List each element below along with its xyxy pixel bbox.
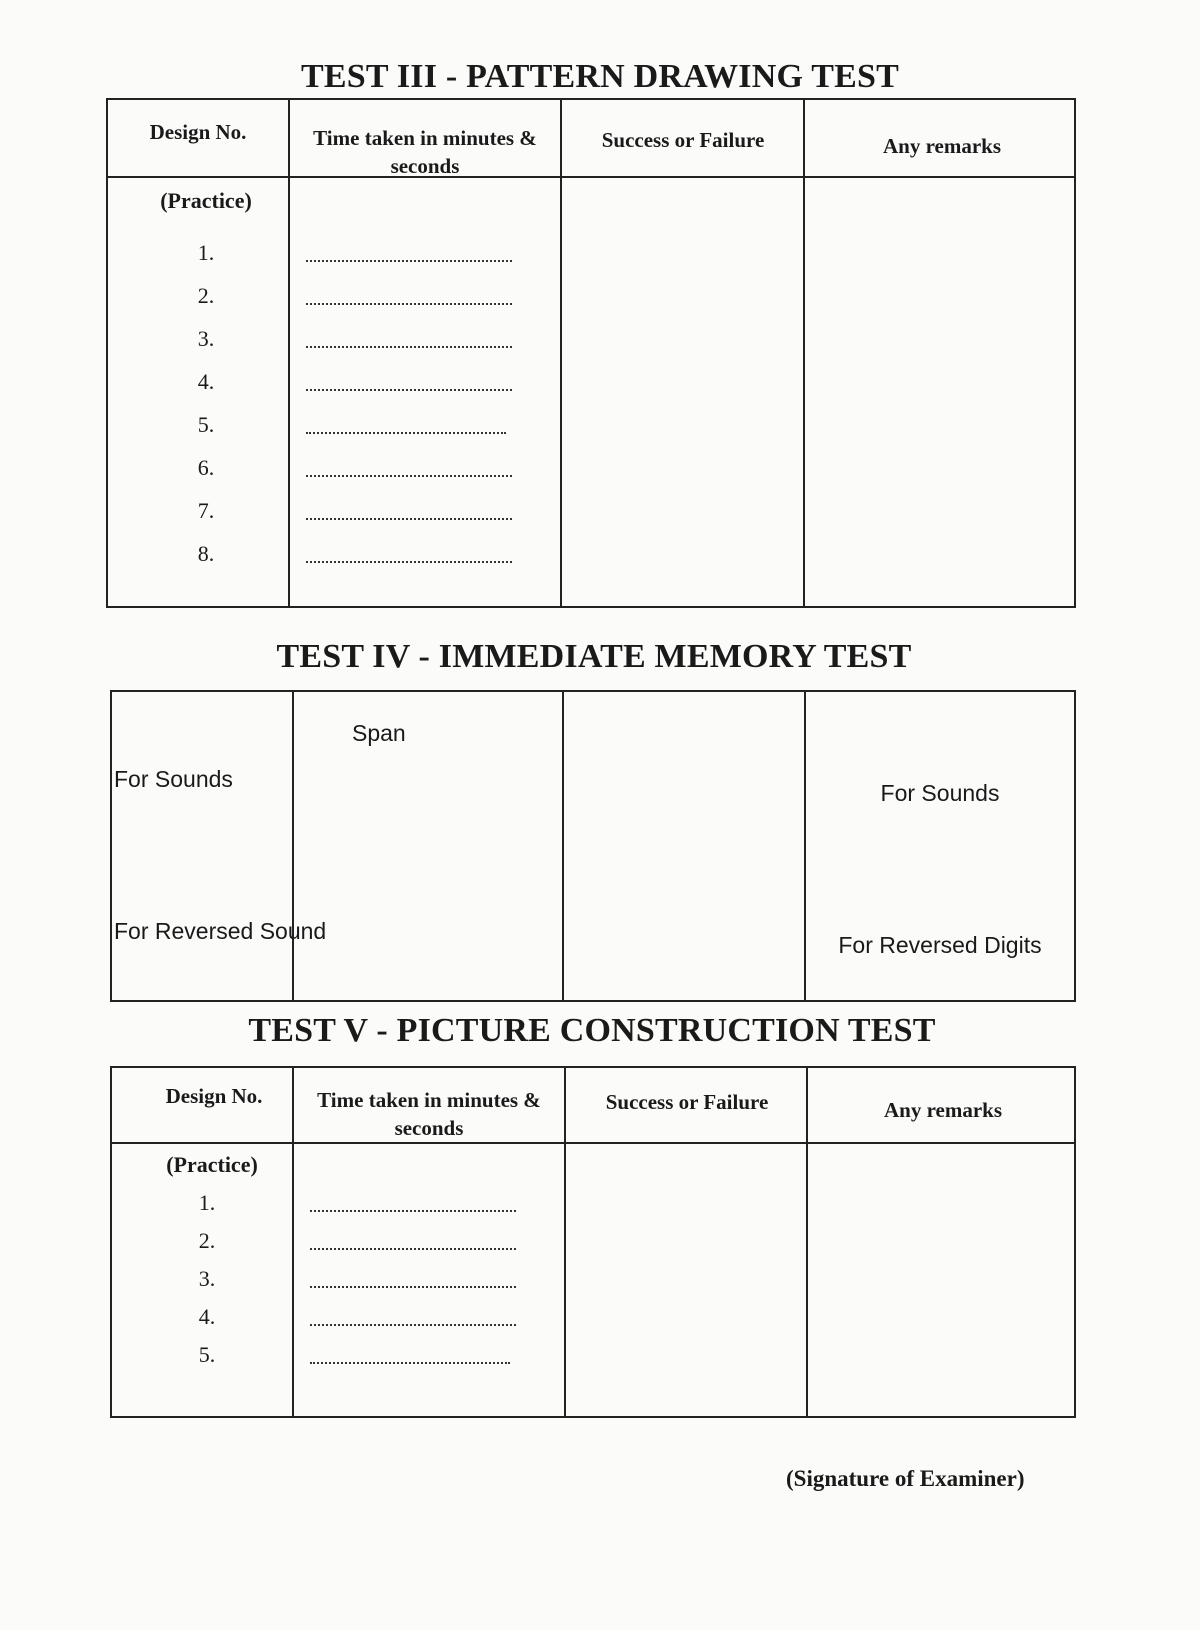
list-item: 5. xyxy=(198,1342,216,1367)
test3-table xyxy=(106,98,1076,608)
practice-label: (Practice) xyxy=(166,1152,258,1177)
for-sounds-right-label: For Sounds xyxy=(880,780,1000,806)
time-answer-line[interactable] xyxy=(306,428,506,434)
test3-title: TEST III - PATTERN DRAWING TEST xyxy=(301,58,899,95)
design-no-header: Design No. xyxy=(165,1084,263,1108)
time-answer-line[interactable] xyxy=(306,514,512,520)
time-answer-line[interactable] xyxy=(306,342,512,348)
time-answer-line[interactable] xyxy=(306,471,512,477)
success-failure-header: Success or Failure xyxy=(601,128,765,152)
success-failure-header: Success or Failure xyxy=(605,1090,769,1114)
list-item: 4. xyxy=(198,1304,216,1329)
for-sounds-left-label: For Sounds xyxy=(114,766,233,792)
list-item: 3. xyxy=(198,1266,216,1291)
list-item: 2. xyxy=(197,283,215,308)
list-item: 4. xyxy=(197,369,215,394)
remarks-header: Any remarks xyxy=(882,134,1002,158)
list-item: 1. xyxy=(197,240,215,265)
for-reversed-digits-label: For Reversed Digits xyxy=(838,932,1042,958)
for-reversed-sound-label: For Reversed Sound xyxy=(114,918,327,944)
list-item: 3. xyxy=(197,326,215,351)
test5-table xyxy=(110,1066,1076,1418)
list-item: 6. xyxy=(197,455,215,480)
design-no-header: Design No. xyxy=(149,120,247,144)
remarks-header: Any remarks xyxy=(883,1098,1003,1122)
span-label: Span xyxy=(352,720,406,746)
time-answer-line[interactable] xyxy=(306,299,512,305)
time-answer-line[interactable] xyxy=(310,1206,516,1212)
list-item: 2. xyxy=(198,1228,216,1253)
time-answer-line[interactable] xyxy=(310,1282,516,1288)
time-answer-line[interactable] xyxy=(310,1244,516,1250)
time-taken-header: Time taken in minutes & seconds xyxy=(317,1088,541,1140)
time-answer-line[interactable] xyxy=(306,385,512,391)
test4-table xyxy=(110,690,1076,1002)
list-item: 8. xyxy=(197,541,215,566)
time-answer-line[interactable] xyxy=(306,256,512,262)
examiner-signature-label: (Signature of Examiner) xyxy=(786,1466,1025,1491)
time-answer-line[interactable] xyxy=(306,557,512,563)
practice-label: (Practice) xyxy=(160,188,252,213)
time-answer-line[interactable] xyxy=(310,1320,516,1326)
list-item: 7. xyxy=(197,498,215,523)
time-taken-header: Time taken in minutes & seconds xyxy=(313,126,537,178)
test4-title: TEST IV - IMMEDIATE MEMORY TEST xyxy=(276,638,912,675)
test5-title: TEST V - PICTURE CONSTRUCTION TEST xyxy=(248,1012,936,1049)
list-item: 5. xyxy=(197,412,215,437)
time-answer-line[interactable] xyxy=(310,1358,510,1364)
list-item: 1. xyxy=(198,1190,216,1215)
